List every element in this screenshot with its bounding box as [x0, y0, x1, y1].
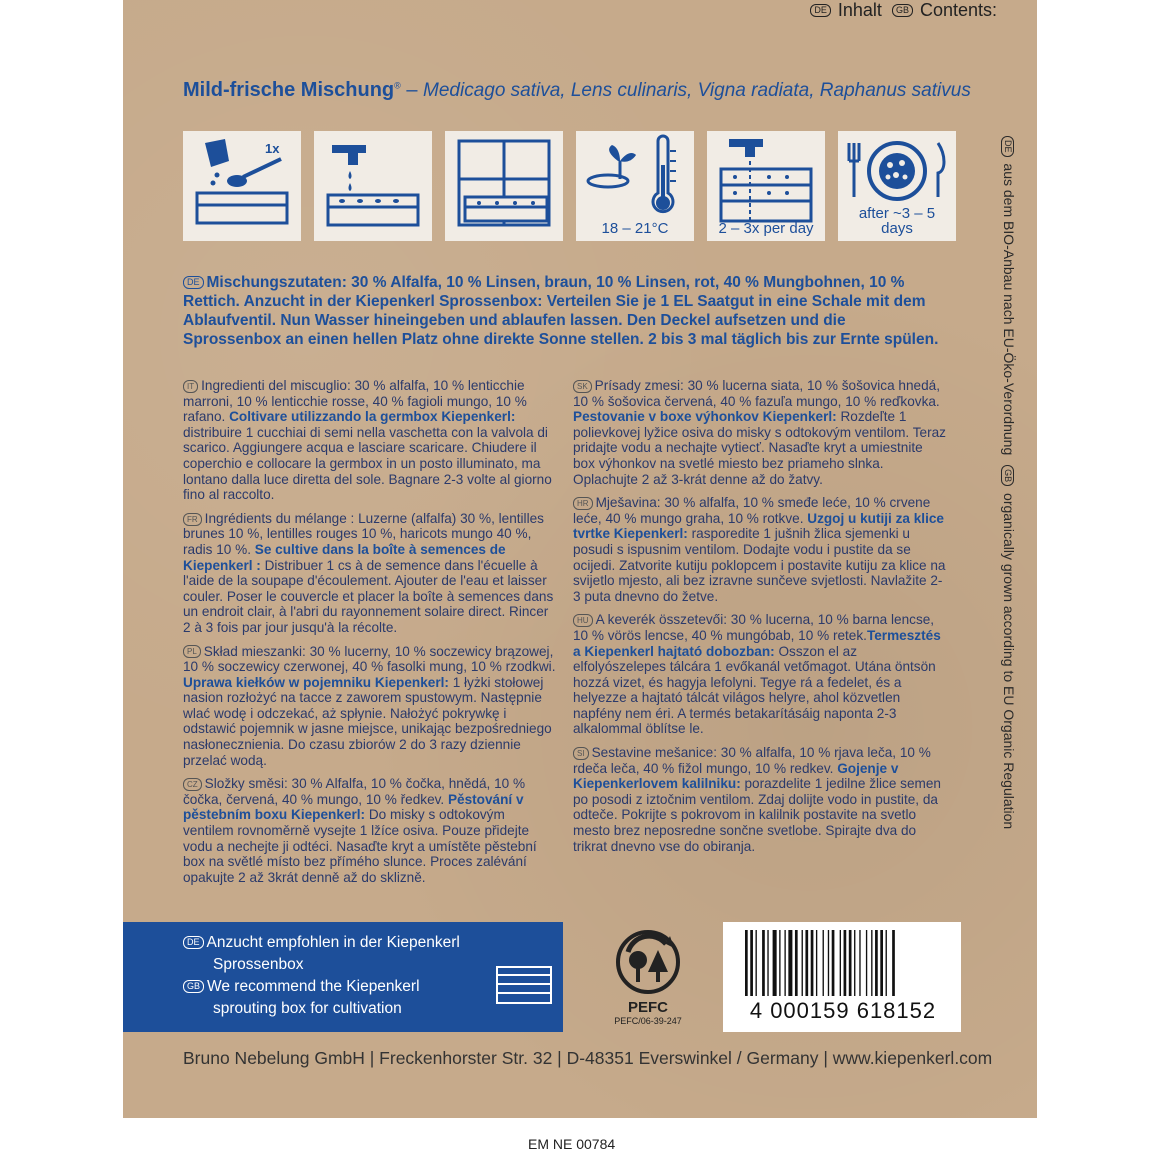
sprouting-box-recommendation: [123, 922, 563, 1032]
lang-badge: CZ: [183, 778, 202, 791]
barcode-number: 4 000159 618152: [749, 998, 937, 1023]
recommend-gb-text: We recommend the Kiepenkerl: [207, 978, 420, 995]
barcode-bar: [875, 930, 878, 996]
barcode-bar: [745, 930, 748, 996]
window-placement-icon: [445, 131, 563, 241]
lang-badge: FR: [183, 513, 202, 526]
instructions-it: [183, 378, 558, 503]
barcode-bar: [849, 930, 852, 996]
registered-mark: ®: [394, 80, 401, 91]
barcode-bar: [866, 930, 867, 996]
cultivation-heading: Coltivare utilizzando la germbox Kiepenkerl:: [229, 409, 516, 425]
barcode-bar: [795, 930, 798, 996]
rinse-caption: 2 – 3x per day: [718, 220, 814, 237]
instructions-column-right: [573, 378, 948, 862]
sowing-amount-label: 1x: [265, 141, 280, 156]
ingredients-text: Prísady zmesi: 30 % lucerna siata, 10 % šošovica hnedá, 10 % šošovica červená, 40 % fazuľa mungo, 10 % reďkovka.: [573, 378, 940, 409]
german-instructions: [183, 273, 943, 349]
barcode: [723, 922, 961, 1032]
lang-badge: IT: [183, 380, 198, 393]
barcode-bar: [828, 930, 829, 996]
seed-packet-back: [123, 0, 1037, 1118]
cultivation-text: porazdelite 1 jedilne žlice semen po posodi z iztočnim ventilom. Zdaj dolijte vodo in pustite, da odteče. Pokrijte s pokrovom in kalilnik postavite na svetlo mesto brez neposredne sončne svetlobe. Spirajte dva do trikrat dnevno vse do obiranja.: [573, 776, 941, 854]
barcode-bar: [805, 930, 808, 996]
barcode-bar: [811, 930, 814, 996]
barcode-bar: [844, 930, 847, 996]
barcode-bar: [762, 930, 765, 996]
recommend-de-text: Anzucht empfohlen in der Kiepenkerl: [206, 934, 460, 951]
cultivation-text: Osszon el az elfolyószelepes tálcára 1 evőkanál vetőmagot. Utána öntsön hozzá vizet, és hagyja lefolyni. Tegye rá a fedelet, és a helyezze a hajtató tálcát világos helyre, ahol közvetlen napfény nem éri. A termés betakarításáig naponta 2-3 alkalommal öblítse le.: [573, 643, 936, 737]
pefc-logo: [598, 926, 698, 1026]
lang-badge-de: DE: [183, 276, 204, 289]
cultivation-heading: Se cultive dans la boîte à semences de Kiepenkerl :: [183, 541, 506, 573]
cultivation-text: Distribuer 1 cs à de semence dans l'écuelle à l'aide de la soupape d'écoulement. Ajouter de l'eau et laisser couler. Poser le couvercle et placer la boîte à semences dans un endroit clair, à l'abri du rayonnement solaire direct. Rincer 2 à 3 fois par jour jusqu'à la récolte.: [183, 557, 554, 635]
mix-name: Mild-frische Mischung: [183, 79, 395, 101]
instructions-column-left: [183, 378, 558, 893]
sprouting-box-icon: [495, 965, 553, 1005]
barcode-bar: [779, 930, 780, 996]
barcode-bar: [756, 930, 757, 996]
cultivation-heading: Termesztés a Kiepenkerl hajtató dobozban:: [573, 627, 941, 659]
instructions-cz: [183, 776, 558, 885]
instructions-sk: [573, 378, 948, 487]
cultivation-heading: Gojenje v Kiepenkerlovem kalilniku:: [573, 760, 899, 792]
barcode-bar: [832, 930, 835, 996]
lang-badge: HU: [573, 614, 593, 627]
organic-note-gb: organically grown according to EU Organic Regulation: [1001, 493, 1017, 830]
barcode-bar: [854, 930, 855, 996]
lang-badge-gb: GB: [183, 980, 204, 993]
cultivation-text: 1 łyżki stołowej nasion rozłożyć na tacce z zaworem spustowym. Następnie wlać wodę i odczekać, aż spłynie. Nałożyć pokrywkę i odstawić pojemnik w jasne miejsce, unikając bezpośredniego nasłonecznienia. Do czasu zbiorów 2 do 3 razy dziennie przelać wodą.: [183, 674, 552, 768]
barcode-bar: [886, 930, 887, 996]
barcode-bar: [840, 930, 841, 996]
lang-badge-gb: GB: [892, 4, 913, 17]
temperature-icon: [576, 131, 694, 241]
company-address: Bruno Nebelung GmbH | Freckenhorster Str. 32 | D-48351 Everswinkel / Germany | www.kiepenkerl.com: [183, 1048, 993, 1068]
cultivation-text: Do misky s odtokovým ventilem rovnoměrně vysejte 1 lžíce osiva. Pouze přidejte vodu a nechejte ji odtéci. Nasaďte kryt a umístěte pěstební box na světlé místo bez přímého slunce. Proces zalévání opakujte 2 až 3krát denně až do sklizně.: [183, 807, 537, 885]
barcode-bar: [784, 930, 785, 996]
contents-gb-label: Contents:: [919, 0, 997, 20]
ingredients-text: Složky směsi: 30 % Alfalfa, 10 % čočka, hnědá, 10 % čočka, červená, 40 % mungo, 10 % ředkev.: [183, 776, 526, 807]
temperature-caption: 18 – 21°C: [601, 220, 669, 237]
cultivation-heading: Pestovanie v boxe výhonkov Kiepenkerl:: [573, 409, 837, 425]
cultivation-text: rasporedite 1 jušnih žlica sjemenki u posudi s ispusnim ventilom. Dodajte vodu i pustite da se ocijedi. Zatvorite kutiju poklopcem i postavite kutiju za klice na svijetlo mjesto, ali bez izravne sunčeve svjetlosti. Navlažite 2-3 puta dnevno do žetve.: [573, 526, 946, 604]
mix-title: [183, 79, 971, 102]
recommend-gb-line2: sprouting box for cultivation: [213, 1000, 402, 1017]
organic-note: [999, 136, 1017, 836]
lang-badge: HR: [573, 497, 593, 510]
lang-badge-de: DE: [1001, 136, 1014, 157]
cultivation-heading: Pěstování v pěstebním boxu Kiepenkerl:: [183, 791, 524, 823]
cultivation-text: distribuire 1 cucchiai di semi nella vaschetta con la valvola di scarico. Aggiungere acqua e lasciare scaricare. Chiudere il coperchio e collocare la germbox in un posto illuminato, ma lontano dalla luce diretta del sole. Bagnare 2-3 volte al giorno fino al raccolto.: [183, 424, 552, 503]
ingredients-text: Ingrédients du mélange : Luzerne (alfalfa) 30 %, lentilles brunes 10 %, lentilles rouges 10 %, haricots mungo 40 %, radis 10 %.: [183, 510, 544, 557]
recommend-de-line2: Sprossenbox: [213, 956, 304, 973]
instructions-hr: [573, 495, 948, 604]
instruction-icons: [183, 131, 956, 241]
pefc-tree-icon: [608, 926, 688, 996]
instructions-si: [573, 745, 948, 854]
ingredients-text: Ingredienti del miscuglio: 30 % alfalfa, 10 % lenticchie marroni, 10 % lenticchie rosse, 40 % fagioli mungo, 10 % rafano.: [183, 378, 527, 425]
lang-badge: SK: [573, 380, 592, 393]
ingredients-text: Skład mieszanki: 30 % lucerny, 10 % soczewicy brązowej, 10 % soczewicy czerwonej, 40 % fasolki mung, 10 % rzodkwi.: [183, 643, 556, 675]
barcode-bars: [745, 930, 941, 1000]
watering-icon: [314, 131, 432, 241]
lang-badge-de: DE: [810, 4, 831, 17]
contents-heading: [810, 0, 997, 21]
barcode-bar: [823, 930, 824, 996]
mix-dash: –: [400, 79, 424, 101]
harvest-caption: after ~3 – 5 days: [858, 205, 936, 237]
pefc-code: PEFC/06-39-247: [614, 1016, 682, 1026]
barcode-bar: [859, 930, 860, 996]
ingredients-text: Sestavine mešanice: 30 % alfalfa, 10 % rjava leča, 10 % rdeča leča, 40 % fižol mungo, 10 % redkev.: [573, 745, 931, 776]
em-code: EM NE 00784: [528, 1136, 616, 1152]
instructions-pl: [183, 644, 558, 769]
ingredients-text: A keverék összetevői: 30 % lucerna, 10 % barna lencse, 10 % vörös lencse, 40 % mungóbab, 10 % retek.: [573, 612, 935, 643]
lang-badge-gb: GB: [1001, 465, 1014, 486]
lang-badge-de: DE: [183, 936, 204, 949]
barcode-bar: [816, 930, 817, 996]
pefc-name: PEFC: [627, 999, 668, 1016]
mix-botanical: Medicago sativa, Lens culinaris, Vigna radiata, Raphanus sativus: [423, 80, 971, 101]
instructions-hu: [573, 612, 948, 737]
rinse-icon: [707, 131, 825, 241]
cultivation-heading: Uprawa kiełków w pojemniku Kiepenkerl:: [183, 674, 449, 690]
recommend-de-line1: [183, 932, 563, 954]
german-instructions-text: Mischungszutaten: 30 % Alfalfa, 10 % Linsen, braun, 10 % Linsen, rot, 40 % Mungbohnen, 10 % Rettich. Anzucht in der Kiepenkerl Sprossenbox: Verteilen Sie je 1 EL Saatgut in eine Schale mit dem Ablaufventil. Nun Wasser hineingeben und ablaufen lassen. Den Deckel aufsetzen und die Sprossenbox an einen hellen Platz ohne direkte Sonne stellen. 2 bis 3 mal täglich bis zur Ernte spülen.: [183, 274, 939, 348]
cultivation-text: Rozdeľte 1 polievkovej lyžice osiva do misky s odtokovým ventilom. Teraz pridajte vodu a nechajte vytiecť. Nasaďte kryt a umiestnite box výhonkov na svetlé miesto bez priameho slnka. Oplachujte 2 až 3-krát denne až do žatvy.: [573, 409, 946, 487]
cultivation-heading: Uzgoj u kutiji za klice tvrtke Kiepenkerl:: [573, 510, 944, 542]
instructions-fr: [183, 511, 558, 636]
harvest-icon: [838, 131, 956, 241]
barcode-bar: [773, 930, 777, 996]
organic-note-de: aus dem BIO-Anbau nach EU-Öko-Verordnung: [1001, 163, 1017, 456]
barcode-bar: [892, 930, 895, 996]
barcode-bar: [767, 930, 768, 996]
ingredients-text: Mješavina: 30 % alfalfa, 10 % smeđe leće, 10 % crvene leće, 40 % mungo graha, 10 % rotkve.: [573, 495, 931, 526]
barcode-bar: [871, 930, 872, 996]
barcode-bar: [880, 930, 883, 996]
lang-badge: PL: [183, 645, 201, 658]
lang-badge: SI: [573, 747, 589, 760]
barcode-bar: [802, 930, 803, 996]
barcode-bar: [788, 930, 792, 996]
contents-de-label: Inhalt: [837, 0, 882, 20]
barcode-bar: [750, 930, 753, 996]
sowing-amount-icon: [183, 131, 301, 241]
